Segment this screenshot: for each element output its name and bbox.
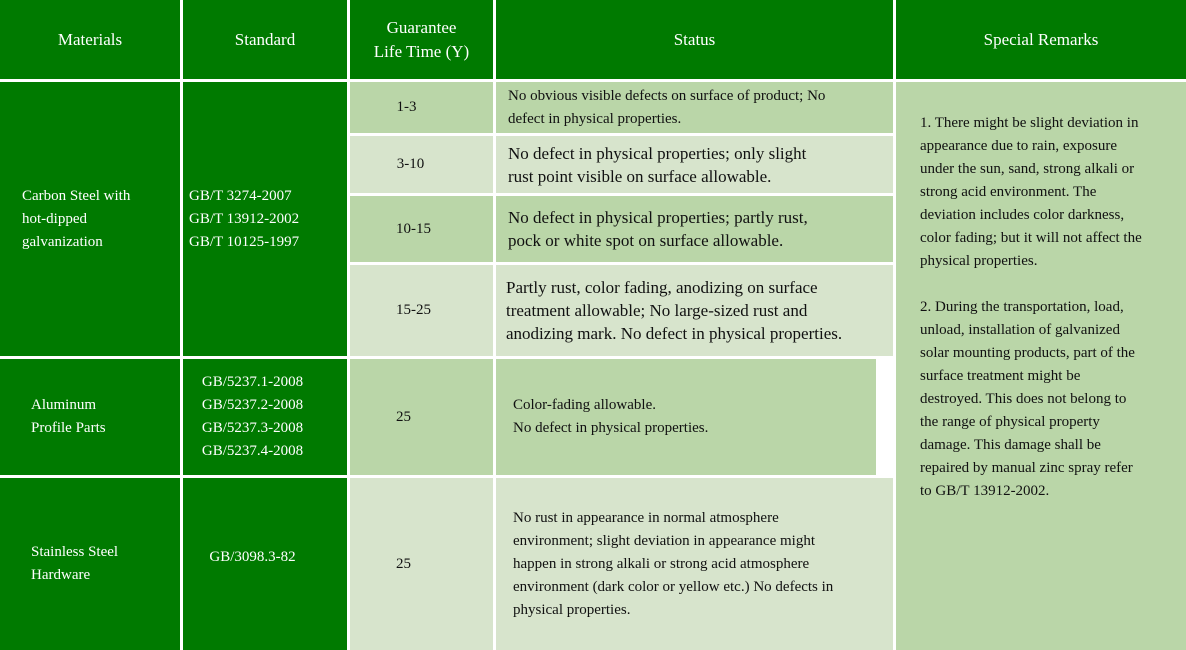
status-cell: Color-fading allowable. No defect in physical properties.	[496, 359, 876, 475]
header-special-remarks: Special Remarks	[896, 0, 1186, 79]
status-cell: No rust in appearance in normal atmosphere environment; slight deviation in appearance might happen in strong alkali or strong acid atmosphere environment (dark color or yellow etc.) No defects in physical properties.	[496, 478, 893, 650]
standard-cell: GB/3098.3-82	[183, 478, 347, 650]
header-standard: Standard	[183, 0, 347, 79]
status-cell: Partly rust, color fading, anodizing on surface treatment allowable; No large-sized rust and anodizing mark. No defect in physical properties.	[496, 265, 893, 356]
life-time-cell: 15-25	[350, 265, 493, 356]
life-time-cell: 25	[350, 359, 493, 475]
life-time-cell: 3-10	[350, 136, 493, 193]
life-time-cell: 25	[350, 478, 493, 650]
status-cell: No obvious visible defects on surface of product; No defect in physical properties.	[496, 82, 893, 133]
material-cell: Stainless Steel Hardware	[0, 478, 180, 650]
life-time-cell: 10-15	[350, 196, 493, 262]
standard-cell: GB/5237.1-2008 GB/5237.2-2008 GB/5237.3-2008 GB/5237.4-2008	[183, 359, 347, 475]
header-status: Status	[496, 0, 893, 79]
life-time-cell: 1-3	[350, 82, 493, 133]
material-cell: Aluminum Profile Parts	[0, 359, 180, 475]
header-materials: Materials	[0, 0, 180, 79]
status-cell: No defect in physical properties; only slight rust point visible on surface allowable.	[496, 136, 893, 193]
standard-cell: GB/T 3274-2007 GB/T 13912-2002 GB/T 10125-1997	[183, 82, 347, 356]
header-life-time: Guarantee Life Time (Y)	[350, 0, 493, 79]
status-cell: No defect in physical properties; partly rust, pock or white spot on surface allowable.	[496, 196, 893, 262]
material-cell: Carbon Steel with hot-dipped galvanization	[0, 82, 180, 356]
special-remarks-cell: 1. There might be slight deviation in appearance due to rain, exposure under the sun, sand, strong alkali or strong acid environment. The deviation includes color darkness, color fading; but it will not affect the physical properties. 2. During the transportation, load, unload, installation of galvanized solar mounting products, part of the surface treatment might be destroyed. This does not belong to the range of physical property damage. This damage shall be repaired by manual zinc spray refer to GB/T 13912-2002.	[896, 82, 1186, 650]
